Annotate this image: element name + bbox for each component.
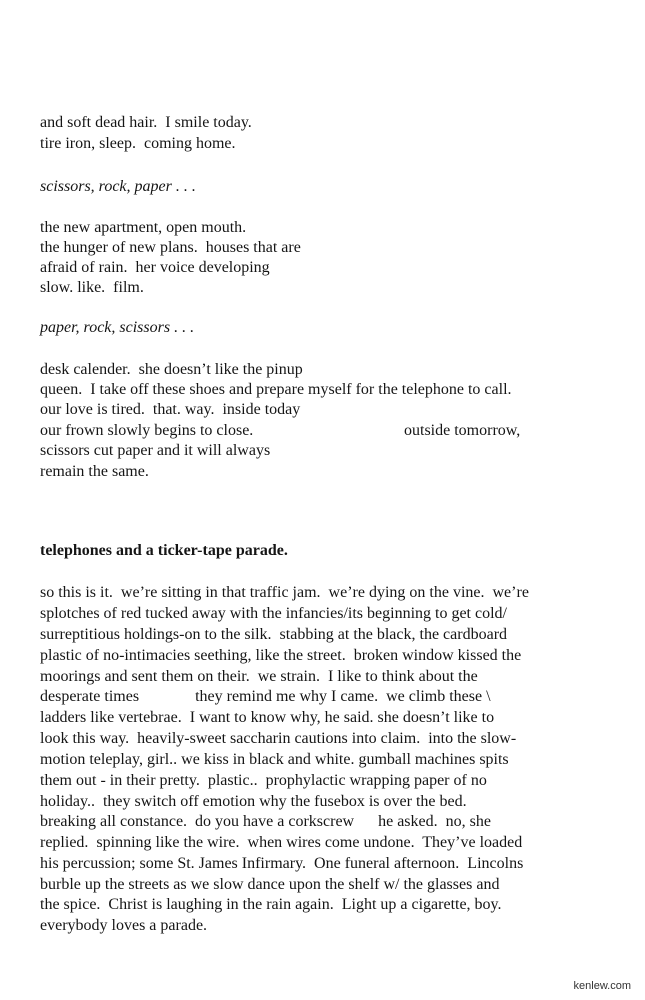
poem2-line: them out - in their pretty. plastic.. prophylactic wrapping paper of no <box>40 772 487 789</box>
poem1-line-offset: outside tomorrow, <box>404 422 521 439</box>
poem2-line: burble up the streets as we slow dance upon the shelf w/ the glasses and <box>40 876 500 893</box>
poem1-line: afraid of rain. her voice developing <box>40 259 270 276</box>
poem2-line: so this is it. we’re sitting in that traffic jam. we’re dying on the vine. we’re <box>40 584 529 601</box>
poem1-line: scissors cut paper and it will always <box>40 442 271 459</box>
poem2-line: look this way. heavily-sweet saccharin cautions into claim. into the slow- <box>40 730 517 747</box>
poem1-line: and soft dead hair. I smile today. <box>40 114 252 131</box>
poem2-line: replied. spinning like the wire. when wires come undone. They’ve loaded <box>40 834 523 851</box>
poem2-line: ladders like vertebrae. I want to know why, he said. she doesn’t like to <box>40 709 495 726</box>
poem1-line: slow. like. film. <box>40 279 144 296</box>
poem1-line: tire iron, sleep. coming home. <box>40 135 236 152</box>
poem2-line: motion teleplay, girl.. we kiss in black and white. gumball machines spits <box>40 751 509 768</box>
poem1-line: desk calender. she doesn’t like the pinup <box>40 361 303 378</box>
poem1-refrain: paper, rock, scissors . . . <box>40 319 195 336</box>
poem2-line: everybody loves a parade. <box>40 917 208 934</box>
poem1-line: our frown slowly begins to close. <box>40 422 254 439</box>
poem2-line: his percussion; some St. James Infirmary. One funeral afternoon. Lincolns <box>40 855 524 872</box>
poem1-line: remain the same. <box>40 463 149 480</box>
poem2-line: the spice. Christ is laughing in the rain again. Light up a cigarette, boy. <box>40 896 502 913</box>
poem2-title: telephones and a ticker-tape parade. <box>40 542 288 559</box>
watermark: kenlew.com <box>573 980 631 992</box>
poem2-line: plastic of no-intimacies seething, like the street. broken window kissed the <box>40 647 522 664</box>
poem2-line: moorings and sent them on their. we strain. I like to think about the <box>40 668 478 685</box>
poem1-refrain: scissors, rock, paper . . . <box>40 178 196 195</box>
poem2-line: holiday.. they switch off emotion why the fusebox is over the bed. <box>40 793 467 810</box>
poem1-line: the new apartment, open mouth. <box>40 219 247 236</box>
poem1-line: our love is tired. that. way. inside today <box>40 401 301 418</box>
poem1-line: queen. I take off these shoes and prepare myself for the telephone to call. <box>40 381 512 398</box>
poem2-line: breaking all constance. do you have a corkscrew he asked. no, she <box>40 813 491 830</box>
poem1-line: the hunger of new plans. houses that are <box>40 239 301 256</box>
poem2-line: splotches of red tucked away with the infancies/its beginning to get cold/ <box>40 605 507 622</box>
poem2-line: surreptitious holdings-on to the silk. stabbing at the black, the cardboard <box>40 626 508 643</box>
poem2-line: desperate times they remind me why I came. we climb these \ <box>40 688 491 705</box>
